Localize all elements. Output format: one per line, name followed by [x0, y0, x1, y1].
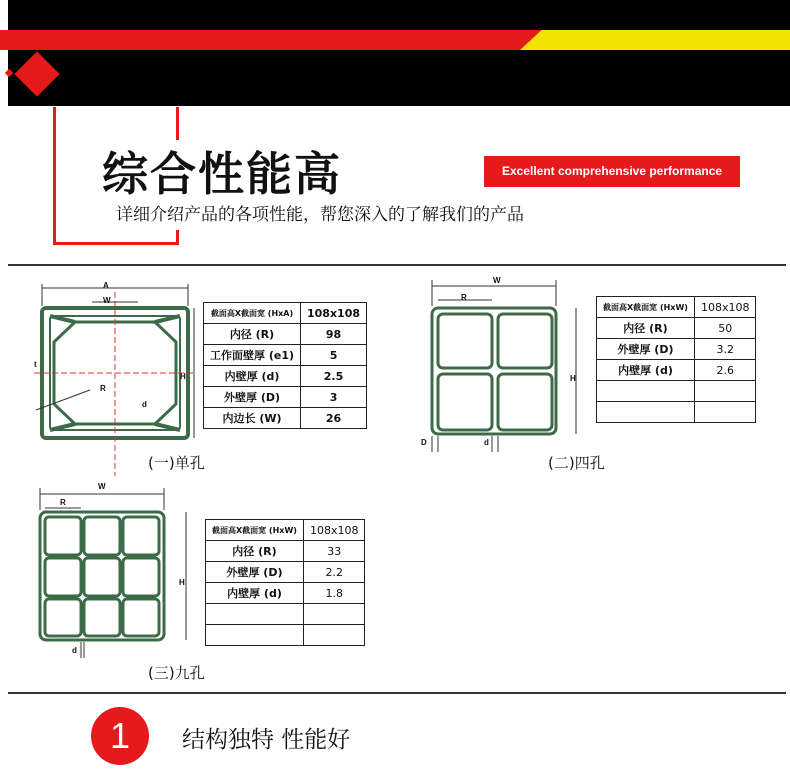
spec-value: 3.2 — [694, 339, 756, 360]
dim-label-r: R — [461, 293, 467, 302]
spec-value: 108x108 — [303, 520, 365, 541]
spec-label: 内径 (R) — [204, 324, 301, 345]
banner-diamond-icon — [14, 51, 59, 96]
banner-yellow-stripe — [520, 30, 790, 50]
single-hole-spec-table — [203, 302, 367, 429]
english-title-badge: Excellent comprehensive performance — [484, 156, 740, 187]
dim-label-r: R — [100, 384, 106, 393]
dim-label-w: W — [98, 482, 106, 491]
spec-label: 内壁厚 (d) — [204, 366, 301, 387]
four-hole-spec-table — [596, 296, 756, 423]
dim-label-d: d — [72, 646, 77, 655]
nine-hole-caption: (三)九孔 — [148, 664, 205, 682]
spec-value — [694, 381, 756, 402]
dim-label-h: H — [570, 374, 576, 383]
spec-label: 内壁厚 (d) — [597, 360, 695, 381]
divider-bottom — [8, 692, 786, 694]
dim-label-d-outer: D — [421, 438, 427, 447]
spec-value: 2.5 — [301, 366, 367, 387]
dim-label-a: A — [103, 281, 109, 290]
banner-red-stripe — [0, 30, 560, 50]
spec-label: 内壁厚 (d) — [206, 583, 304, 604]
spec-label: 外壁厚 (D) — [204, 387, 301, 408]
spec-value: 108x108 — [301, 303, 367, 324]
spec-value — [303, 625, 365, 646]
single-hole-diagram — [30, 280, 200, 480]
spec-value: 108x108 — [694, 297, 756, 318]
spec-label: 外壁厚 (D) — [206, 562, 304, 583]
spec-label: 内边长 (W) — [204, 408, 301, 429]
dim-label-h: H — [179, 578, 185, 587]
spec-value: 33 — [303, 541, 365, 562]
spec-value: 5 — [301, 345, 367, 366]
spec-value: 2.6 — [694, 360, 756, 381]
spec-value: 2.2 — [303, 562, 365, 583]
dim-label-d-inner: d — [484, 438, 489, 447]
nine-hole-spec-table — [205, 519, 365, 646]
four-hole-caption: (二)四孔 — [548, 454, 605, 472]
spec-label: 外壁厚 (D) — [597, 339, 695, 360]
spec-label: 工作面壁厚 (e1) — [204, 345, 301, 366]
divider-top — [8, 264, 786, 266]
section-subtitle: 详细介绍产品的各项性能，帮您深入的了解我们的产品 — [116, 205, 524, 225]
feature-title: 结构独特 性能好 — [182, 727, 351, 753]
spec-value: 3 — [301, 387, 367, 408]
dim-label-h: H — [180, 372, 186, 381]
nine-hole-diagram — [30, 482, 200, 662]
spec-label — [597, 402, 695, 423]
dim-label-d: d — [142, 400, 147, 409]
spec-value: 98 — [301, 324, 367, 345]
spec-label: 内径 (R) — [206, 541, 304, 562]
spec-label — [206, 604, 304, 625]
dim-label-t: t — [34, 360, 37, 369]
spec-label: 截面高X截面宽 (HxW) — [597, 297, 695, 318]
section-title: 综合性能高 — [102, 147, 342, 201]
single-hole-caption: (一)单孔 — [148, 454, 205, 472]
spec-value: 1.8 — [303, 583, 365, 604]
dim-label-w: W — [103, 296, 111, 305]
four-hole-diagram — [418, 276, 588, 456]
spec-label — [597, 381, 695, 402]
spec-label — [206, 625, 304, 646]
banner-white-tab — [0, 0, 8, 106]
dim-label-w: W — [493, 276, 501, 285]
spec-value: 26 — [301, 408, 367, 429]
spec-label: 截面高X截面宽 (HxA) — [204, 303, 301, 324]
spec-label: 内径 (R) — [597, 318, 695, 339]
top-banner — [0, 0, 790, 106]
dim-label-r: R — [60, 498, 66, 507]
spec-value — [694, 402, 756, 423]
feature-number-badge: 1 — [91, 707, 149, 765]
spec-label: 截面高X截面宽 (HxW) — [206, 520, 304, 541]
spec-value — [303, 604, 365, 625]
spec-value: 50 — [694, 318, 756, 339]
